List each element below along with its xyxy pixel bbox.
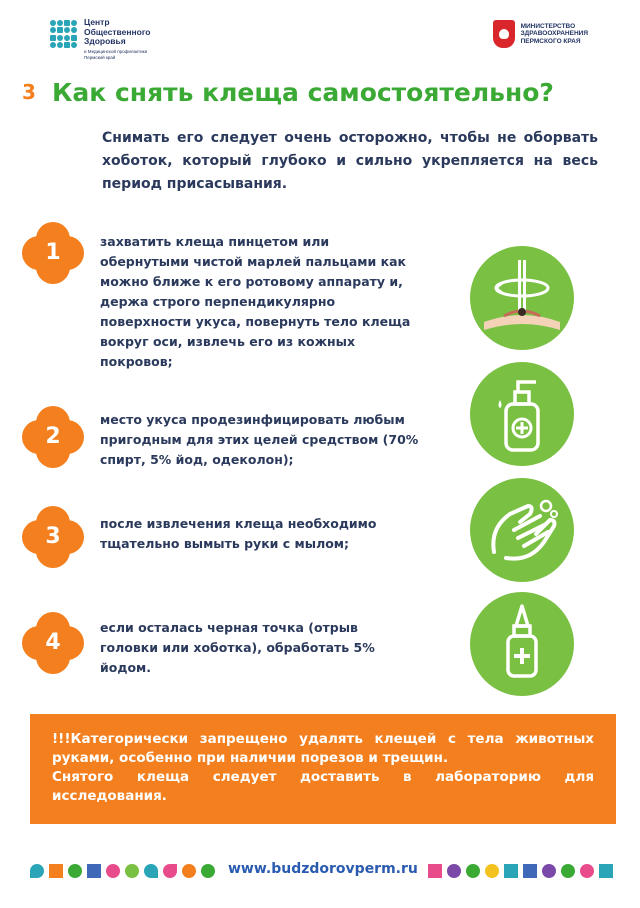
ministry-line3: ПЕРМСКОГО КРАЯ xyxy=(520,37,581,45)
step-text: захватить клеща пинцетом или обернутыми чистой марлей пальцами как можно ближе к его ротовому аппарату и, держа строго перпендикулярно поверхности укуса, повернуть тело клеща вокруг оси, извлечь его из кожных покровов; xyxy=(100,234,411,369)
iodine-bottle-icon xyxy=(470,592,574,696)
page-title: Как снять клеща самостоятельно? xyxy=(52,78,554,107)
page-header xyxy=(0,14,640,74)
org-name-line3: Здоровья xyxy=(84,36,126,46)
decorative-shapes-left xyxy=(30,864,215,878)
step-text: если осталась черная точка (отрыв головки или хоботка), обработать 5% йодом. xyxy=(100,620,375,675)
intro-text: Снимать его следует очень осторожно, чтобы не оборвать хоботок, который глубоко и сильно укрепляется на весь период присасывания. xyxy=(102,130,598,192)
step-text: после извлечения клеща необходимо тщательно вымыть руки с мылом; xyxy=(100,516,377,551)
org-logo xyxy=(50,18,164,61)
tweezers-icon xyxy=(470,246,574,350)
org-name-line2: Общественного xyxy=(84,26,151,37)
step-number-badge: 4 xyxy=(22,612,84,674)
decorative-shapes-right xyxy=(428,864,613,878)
section-number: 3 xyxy=(22,80,36,104)
coat-of-arms-icon xyxy=(493,20,515,48)
step-text: место укуса продезинфицировать любым пригодным для этих целей средством (70% спирт, 5% йод, одеколон); xyxy=(100,412,419,467)
step-number-badge: 1 xyxy=(22,222,84,284)
org-name-line1: Центр xyxy=(84,17,110,27)
page-footer xyxy=(0,858,640,888)
hand-wash-icon xyxy=(470,478,574,582)
org-logo-icon xyxy=(50,20,78,48)
warning-text-lab: Снятого клеща следует доставить в лабораторию для исследования. xyxy=(52,769,594,804)
website-link[interactable]: www.budzdorovperm.ru xyxy=(228,861,418,877)
step-number-badge: 3 xyxy=(22,506,84,568)
sanitizer-icon xyxy=(470,362,574,466)
warning-text: !!!Категорически запрещено удалять клещей с тела животных руками, особенно при наличии порезов и трещин. xyxy=(52,731,594,766)
warning-box xyxy=(30,714,616,824)
step-number-badge: 2 xyxy=(22,406,84,468)
ministry-line1: МИНИСТЕРСТВО xyxy=(520,22,576,30)
org-subtitle: и Медицинской профилактики Пермский край xyxy=(84,48,148,60)
ministry-logo xyxy=(493,20,588,48)
ministry-line2: ЗДРАВООХРАНЕНИЯ xyxy=(520,30,588,38)
